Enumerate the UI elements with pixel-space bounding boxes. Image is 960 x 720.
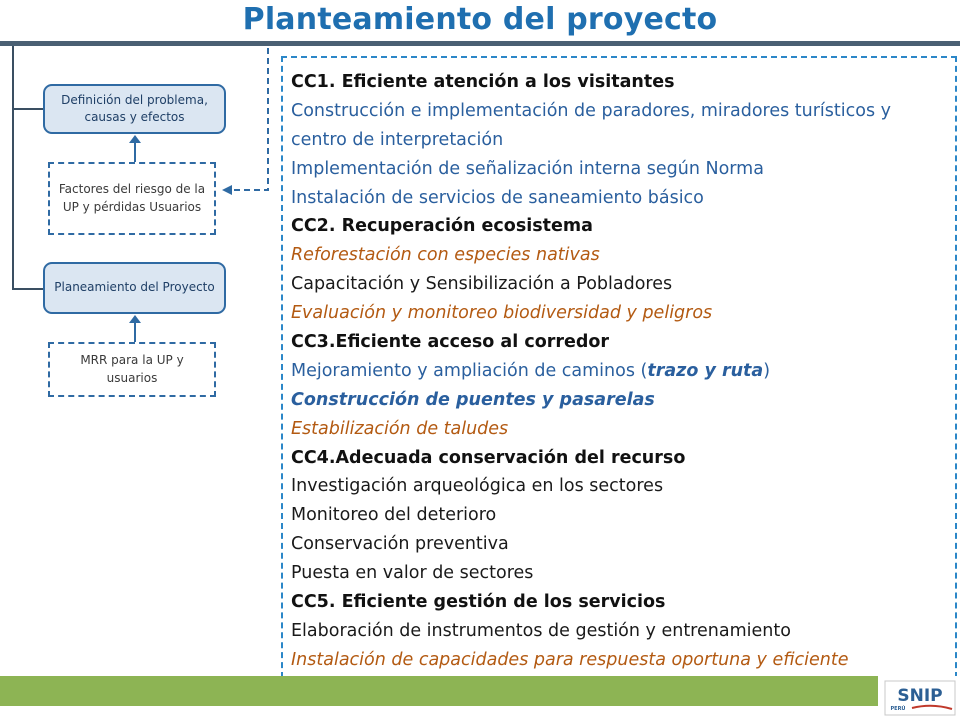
components-panel bbox=[281, 56, 957, 678]
logo-text: SNIP bbox=[897, 686, 943, 706]
action-item: Instalación de capacidades para respuesta oportuna y eficiente bbox=[291, 649, 849, 670]
snip-logo-icon bbox=[884, 679, 956, 717]
action-item: Implementación de señalización interna según Norma bbox=[291, 158, 764, 179]
mrr-box[interactable]: MRR para la UP y usuarios bbox=[48, 342, 216, 397]
action-item: Puesta en valor de sectores bbox=[291, 563, 534, 584]
project-planning-box[interactable]: Planeamiento del Proyecto bbox=[43, 262, 226, 314]
dashed-connector bbox=[0, 0, 300, 200]
snip-logo bbox=[878, 676, 960, 720]
action-item: Elaboración de instrumentos de gestión y entrenamiento bbox=[291, 620, 791, 641]
action-item bbox=[291, 357, 949, 386]
component-header-cc1: CC1. Eficiente atención a los visitantes bbox=[291, 72, 675, 92]
logo-subtext: PERÚ bbox=[890, 706, 906, 712]
action-item: Monitoreo del deterioro bbox=[291, 505, 497, 526]
footer-bar bbox=[0, 676, 960, 706]
action-item: Instalación de servicios de saneamiento básico bbox=[291, 187, 704, 208]
problem-definition-box[interactable]: Definición del problema, causas y efectos bbox=[43, 84, 226, 134]
page-title: Planteamiento del proyecto bbox=[242, 2, 718, 37]
action-item: Conservación preventiva bbox=[291, 534, 509, 555]
tree-branch-2 bbox=[12, 288, 43, 290]
action-item: Construcción e implementación de paradores, miradores turísticos y centro de interpretación bbox=[291, 100, 891, 150]
action-item: Construcción de puentes y pasarelas bbox=[291, 389, 655, 410]
component-header-cc3: CC3.Eficiente acceso al corredor bbox=[291, 332, 610, 353]
arrow-up-icon bbox=[134, 322, 136, 342]
action-item: Estabilización de taludes bbox=[291, 418, 509, 439]
action-item: Capacitación y Sensibilización a Pobladores bbox=[291, 274, 673, 295]
action-item-text: Mejoramiento y ampliación de caminos ( bbox=[291, 360, 648, 381]
action-item: Investigación arqueológica en los sectores bbox=[291, 476, 664, 497]
component-header-cc4: CC4.Adecuada conservación del recurso bbox=[291, 447, 686, 468]
component-header-cc5: CC5. Eficiente gestión de los servicios bbox=[291, 592, 666, 613]
risk-factors-box[interactable]: Factores del riesgo de la UP y pérdidas Usuarios bbox=[48, 162, 216, 235]
action-item-text: ) bbox=[763, 360, 771, 381]
action-item-emphasis: trazo y ruta bbox=[647, 360, 764, 381]
component-header-cc2: CC2. Recuperación ecosistema bbox=[291, 216, 593, 237]
components-list bbox=[291, 68, 949, 675]
action-item: Evaluación y monitoreo biodiversidad y peligros bbox=[291, 303, 713, 324]
action-item: Reforestación con especies nativas bbox=[291, 245, 600, 266]
